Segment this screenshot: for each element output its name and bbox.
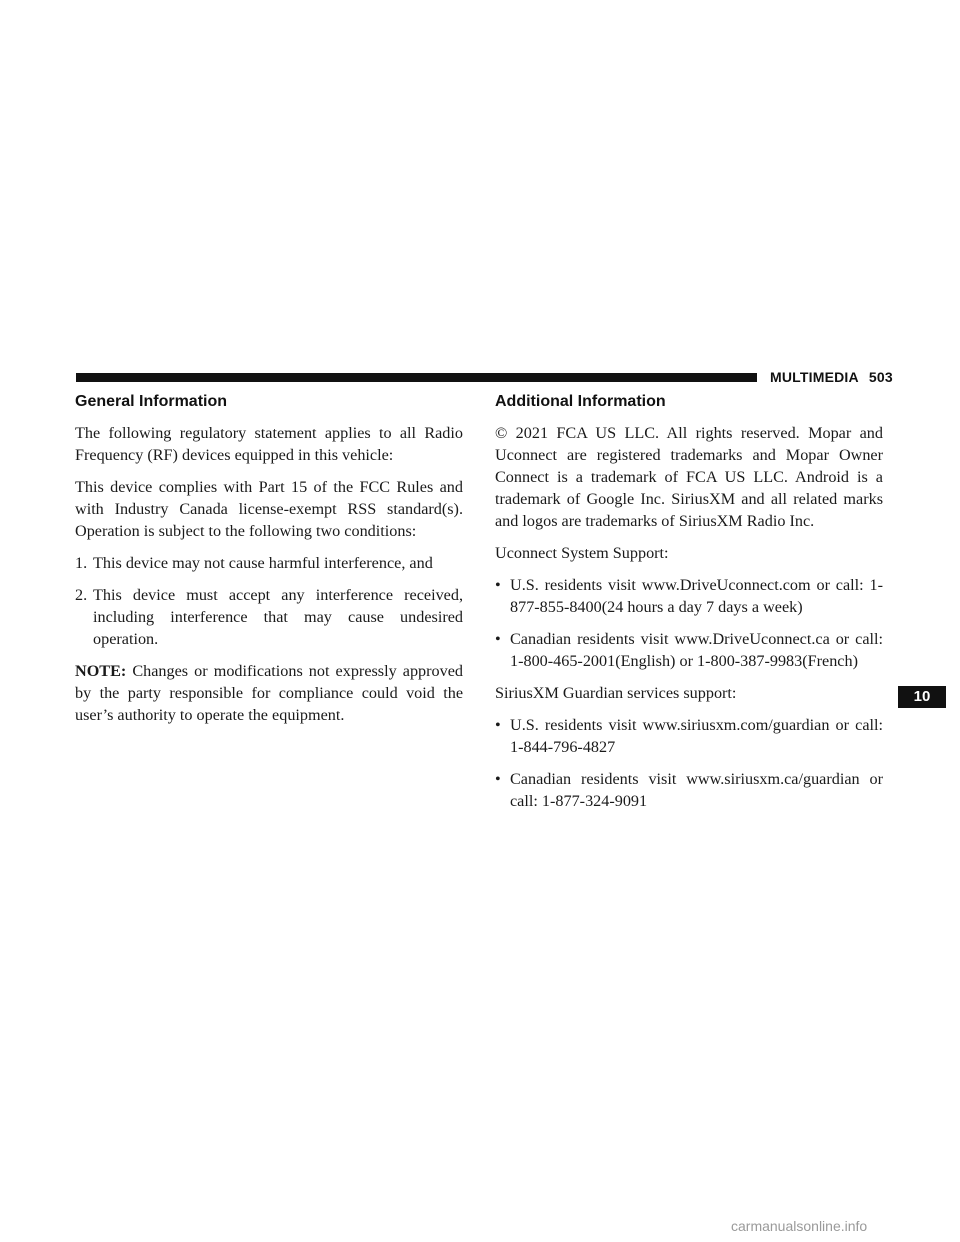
condition-number: 2. (75, 586, 88, 604)
bullet-icon: • (495, 576, 501, 594)
guardian-us-support: U.S. residents visit www.siriusxm.com/guardian or call: 1-844-796-4827 (510, 716, 883, 756)
condition-item (75, 584, 463, 650)
copyright-paragraph: © 2021 FCA US LLC. All rights reserved. Mopar and Uconnect are registered trademarks and Mopar Owner Connect is a trademark of FCA US LLC. Android is a trademark of Google Inc. SiriusXM and all related marks and logos are trademarks of SiriusXM Radio Inc. (495, 424, 883, 530)
note-text: Changes or modifications not expressly approved by the party responsible for compliance could void the user’s authority to operate the equipment. (75, 662, 463, 724)
bullet-icon: • (495, 630, 501, 648)
list-item (495, 628, 883, 672)
running-header (770, 369, 893, 385)
condition-text: This device may not cause harmful interference, and (93, 554, 433, 572)
header-rule (76, 373, 757, 382)
uconnect-us-support: U.S. residents visit www.DriveUconnect.com or call: 1-877-855-8400(24 hours a day 7 days a week) (510, 576, 883, 616)
list-item (495, 574, 883, 618)
watermark: carmanualsonline.info (731, 1218, 868, 1234)
list-item (495, 768, 883, 812)
list-item (495, 714, 883, 758)
additional-information-heading: Additional Information (495, 393, 666, 410)
chapter-tab: 10 (898, 686, 946, 708)
section-title: MULTIMEDIA (770, 369, 859, 385)
uconnect-support-heading: Uconnect System Support: (495, 544, 669, 562)
guardian-support-heading: SiriusXM Guardian services support: (495, 684, 737, 702)
bullet-icon: • (495, 716, 501, 734)
guardian-canada-support: Canadian residents visit www.siriusxm.ca/guardian or call: 1-877-324-9091 (510, 770, 883, 810)
note-label: NOTE: (75, 662, 127, 680)
condition-item (75, 552, 463, 574)
condition-number: 1. (75, 554, 88, 572)
compliance-paragraph: This device complies with Part 15 of the FCC Rules and with Industry Canada license-exempt RSS standard(s). Operation is subject to the following two conditions: (75, 478, 463, 540)
note-paragraph (75, 660, 463, 726)
condition-text: This device must accept any interference received, including interference that may cause undesired operation. (93, 586, 463, 648)
left-column (75, 392, 463, 736)
right-column (495, 392, 883, 822)
general-information-heading: General Information (75, 393, 228, 410)
intro-paragraph: The following regulatory statement applies to all Radio Frequency (RF) devices equipped in this vehicle: (75, 424, 463, 464)
uconnect-canada-support: Canadian residents visit www.DriveUconnect.ca or call: 1-800-465-2001(English) or 1-800-387-9983(French) (510, 630, 883, 670)
page-number: 503 (868, 369, 893, 385)
bullet-icon: • (495, 770, 501, 788)
